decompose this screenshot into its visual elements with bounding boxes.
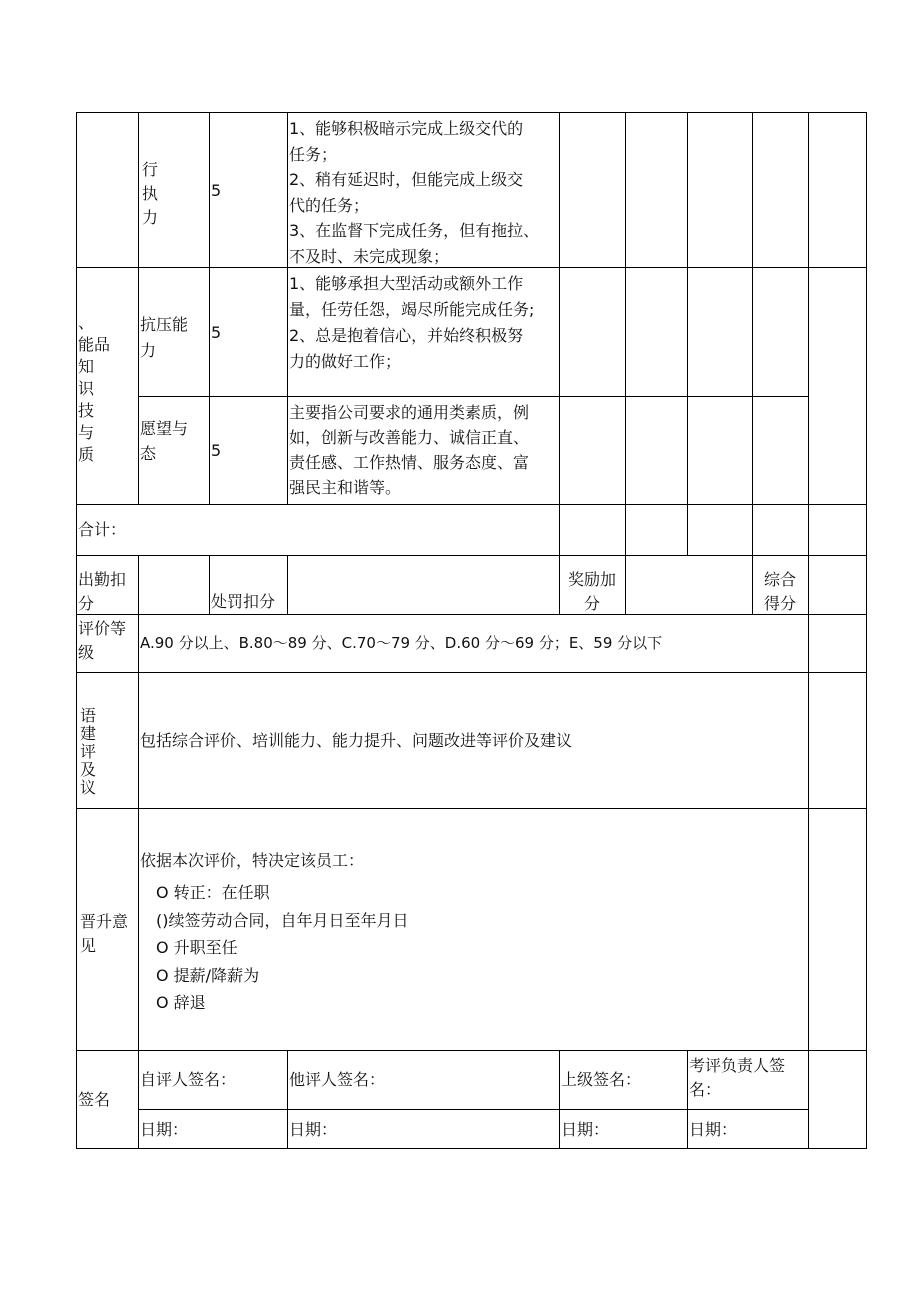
suggestion-label	[80, 707, 96, 797]
item-name-line: 愿望与	[140, 419, 189, 438]
rule-col-209	[209, 112, 210, 504]
criteria-line: 2、稍有延迟时，但能完成上级交	[289, 170, 524, 189]
rule-deduction	[76, 614, 867, 615]
criteria-line: 主要指公司要求的通用类素质，例	[289, 403, 530, 422]
signature-label: 签名	[78, 1090, 111, 1109]
rule-col-752	[752, 112, 753, 614]
bonus-label	[561, 568, 623, 616]
criteria-line: 3、在监督下完成任务，但有拖拉、	[289, 221, 540, 240]
rule-grade	[76, 672, 867, 673]
section-label	[78, 314, 136, 464]
assessor-signature-field[interactable]	[689, 1054, 785, 1102]
rule-col-559	[559, 112, 560, 614]
item-name-line: 力	[140, 341, 157, 360]
item-name-execution	[142, 158, 158, 230]
attendance-label-line: 分	[78, 594, 95, 613]
grade-scale-text: A.90 分以上、B.80～89 分、C.70～79 分、D.60 分～69 分；E、59 分以下	[140, 634, 663, 652]
assessor-date-field[interactable]: 日期：	[689, 1120, 738, 1139]
item-criteria	[289, 271, 534, 375]
self-signature-field[interactable]: 自评人签名：	[140, 1070, 237, 1089]
section-label-line: 识	[78, 379, 95, 398]
promotion-option[interactable]: O 升职至任	[156, 938, 238, 957]
rule-col-209-b	[209, 555, 210, 614]
promotion-label-line: 晋升意	[80, 912, 129, 931]
section-label-line: 技	[78, 401, 95, 420]
item-name-line: 抗压能	[140, 315, 189, 334]
rule-suggestion	[76, 808, 867, 809]
promotion-option[interactable]: O 辞退	[156, 993, 206, 1012]
other-date-field[interactable]: 日期：	[289, 1120, 338, 1139]
criteria-line: 2、总是抱着信心，并始终积极努	[289, 326, 524, 345]
suggestion-label-line: 建	[80, 724, 97, 743]
section-label-line: 能品	[78, 335, 111, 354]
section-label-line: 与	[78, 423, 95, 442]
rule-row-3	[76, 504, 867, 505]
rule-total	[76, 555, 867, 556]
grade-label-line: 评价等	[78, 619, 127, 638]
criteria-line: 强民主和谐等。	[289, 478, 402, 497]
item-name-line: 执	[142, 184, 159, 203]
superior-date-field[interactable]: 日期：	[561, 1120, 610, 1139]
rule-signature	[138, 1109, 808, 1110]
penalty-deduction-label: 处罚扣分	[211, 592, 276, 611]
rule-col-287	[287, 112, 288, 504]
attendance-label-line: 出勤扣	[78, 570, 127, 589]
rule-row-2	[138, 396, 808, 397]
composite-label-line: 综合	[763, 570, 796, 589]
item-name-attitude	[140, 416, 188, 466]
suggestion-label-line: 议	[80, 778, 97, 797]
criteria-line: 如，创新与改善能力、诚信正直、	[289, 428, 530, 447]
rule-col-287-b	[287, 555, 288, 614]
bonus-label-line: 分	[583, 594, 600, 613]
rule-col-287-c	[287, 1050, 288, 1149]
criteria-line: 量，任劳任怨，竭尽所能完成任务;	[289, 300, 535, 319]
criteria-line: 1、能够积极暗示完成上级交代的	[289, 119, 524, 138]
rule-col-138-b	[138, 555, 139, 614]
grade-label-line: 级	[78, 643, 95, 662]
criteria-line: 代的任务；	[289, 195, 370, 215]
item-name-pressure	[140, 312, 188, 364]
promotion-option[interactable]: O 转正：在任职	[156, 883, 270, 902]
rule-col-625	[625, 112, 626, 614]
rule-col-808	[808, 112, 809, 1149]
criteria-line: 不及时、未完成现象；	[289, 246, 450, 266]
item-name-line: 行	[142, 160, 159, 179]
rule-top	[76, 112, 867, 113]
total-label: 合计：	[78, 520, 127, 539]
composite-label-line: 得分	[763, 594, 796, 613]
promotion-label	[80, 910, 128, 958]
grade-label	[78, 617, 126, 665]
promotion-label-line: 见	[80, 936, 97, 955]
rule-col-687-c	[687, 1050, 688, 1149]
assessor-sign-line: 考评负责人签	[689, 1056, 786, 1075]
item-criteria	[289, 400, 529, 500]
promotion-intro: 依据本次评价，特决定该员工：	[140, 851, 365, 870]
promotion-options	[156, 879, 409, 1017]
item-criteria	[289, 116, 539, 269]
suggestion-label-line: 语	[80, 706, 97, 725]
section-label-line: 质	[78, 445, 95, 464]
promotion-option[interactable]: ()续签劳动合同，自年月日至年月日	[156, 910, 409, 930]
promotion-option[interactable]: O 提薪/降薪为	[156, 965, 260, 985]
superior-signature-field[interactable]: 上级签名：	[561, 1070, 642, 1089]
criteria-line: 1、能够承担大型活动或额外工作	[289, 274, 524, 293]
rule-left	[76, 112, 77, 1149]
bonus-label-line: 奖励加	[567, 570, 616, 589]
rule-right	[866, 112, 867, 1149]
composite-score-label	[754, 568, 806, 616]
item-score: 5	[211, 441, 222, 460]
rule-promotion	[76, 1050, 867, 1051]
assessor-sign-line: 名：	[689, 1080, 722, 1099]
criteria-line: 责任感、工作热情、服务态度、富	[289, 453, 530, 472]
item-name-line: 态	[140, 444, 157, 463]
suggestion-label-line: 评	[80, 742, 97, 761]
self-date-field[interactable]: 日期：	[140, 1120, 189, 1139]
suggestion-text: 包括综合评价、培训能力、能力提升、问题改进等评价及建议	[140, 731, 573, 750]
rule-col-138-c	[138, 614, 139, 1149]
section-label-line: 、	[78, 313, 95, 332]
rule-bottom	[76, 1148, 867, 1149]
criteria-line: 任务；	[289, 144, 338, 164]
item-score: 5	[211, 323, 222, 342]
other-signature-field[interactable]: 他评人签名：	[289, 1070, 386, 1089]
item-score: 5	[211, 181, 222, 200]
criteria-line: 力的做好工作；	[289, 352, 402, 371]
rule-col-559-c	[559, 1050, 560, 1149]
item-name-line: 力	[142, 208, 159, 227]
attendance-deduction-label	[78, 568, 126, 616]
rule-col-687	[687, 112, 688, 555]
rule-col-138	[138, 112, 139, 504]
section-label-line: 知	[78, 357, 95, 376]
suggestion-label-line: 及	[80, 760, 97, 779]
